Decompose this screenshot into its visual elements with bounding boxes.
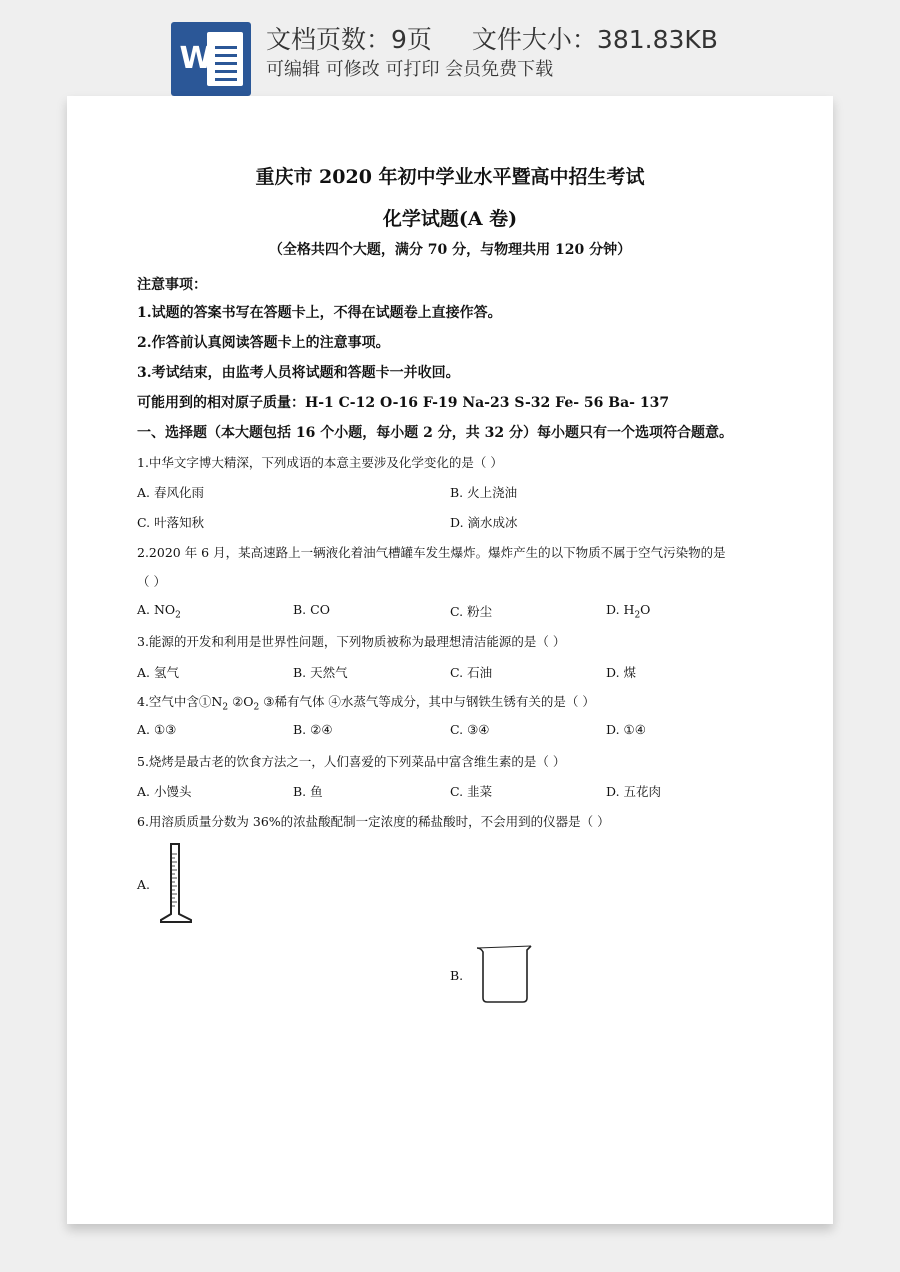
word-letter: W (179, 41, 213, 76)
option-b: B. 火上浇油 (450, 485, 518, 500)
option-d: D. 滴水成冰 (450, 515, 518, 530)
option-d: D. 五花肉 (606, 784, 662, 799)
option-a: A. 氢气 (137, 665, 179, 680)
option-b: B. 鱼 (293, 784, 323, 799)
notice-item: 1.试题的答案书写在答题卡上，不得在试题卷上直接作答。 (137, 305, 502, 321)
graduated-cylinder-icon (159, 842, 199, 926)
option-c: C. 石油 (450, 665, 493, 680)
atomic-mass-line: 可能用到的相对原子质量：H-1 C-12 O-16 F-19 Na-23 S-32 Fe- 56 Ba- 137 (137, 395, 670, 411)
question-2: 2.2020 年 6 月，某高速路上一辆液化着油气槽罐车发生爆炸。爆炸产生的以下物质不属于空气污染物的是 (137, 545, 726, 560)
beaker-icon (475, 944, 535, 1006)
option-c: C. 叶落知秋 (137, 515, 205, 530)
option-b: B. (450, 968, 464, 983)
option-c: C. 粉尘 (450, 604, 493, 619)
notice-item: 2.作答前认真阅读答题卡上的注意事项。 (137, 335, 390, 351)
option-a: A. $NO_2$ (137, 602, 181, 621)
option-a: A. ①③ (137, 722, 177, 737)
option-d: D. 煤 (606, 665, 637, 680)
option-b: B. CO (293, 602, 330, 617)
option-d: D. ①④ (606, 722, 646, 737)
exam-note: （全格共四个大题，满分 70 分，与物理共用 120 分钟） (268, 242, 632, 258)
option-a: A. (137, 877, 151, 892)
notice-item: 3.考试结束，由监考人员将试题和答题卡一并收回。 (137, 365, 460, 381)
option-b: B. ②④ (293, 722, 333, 737)
document-info-banner (0, 0, 900, 96)
section-heading: 一、选择题（本大题包括 16 个小题，每小题 2 分，共 32 分）每小题只有一个选项符合题意。 (137, 425, 733, 441)
notice-heading: 注意事项： (137, 277, 207, 293)
document-page (67, 96, 833, 1224)
question-2-paren: （ ） (137, 574, 166, 589)
option-c: C. 韭菜 (450, 784, 493, 799)
question-1: 1.中华文字博大精深，下列成语的本意主要涉及化学变化的是（ ） (137, 455, 503, 470)
question-5: 5.烧烤是最古老的饮食方法之一，人们喜爱的下列菜品中富含维生素的是（ ） (137, 754, 566, 769)
option-a: A. 小馒头 (137, 784, 192, 799)
option-a: A. 春风化雨 (137, 485, 204, 500)
file-size: 文件大小：381.83KB (471, 25, 718, 54)
file-info (266, 20, 758, 56)
exam-subtitle: 化学试题(A 卷) (382, 208, 518, 230)
option-c: C. ③④ (450, 722, 490, 737)
option-d: D. $H_2O$ (606, 602, 651, 621)
option-b: B. 天然气 (293, 665, 348, 680)
exam-title: 重庆市 2020 年初中学业水平暨高中招生考试 (255, 166, 645, 188)
question-3: 3.能源的开发和利用是世界性问题，下列物质被称为最理想清洁能源的是（ ） (137, 634, 566, 649)
word-document-icon (171, 22, 251, 96)
feature-list: 可编辑 可修改 可打印 会员免费下载 (266, 59, 554, 80)
page-count: 文档页数：9页 (266, 25, 432, 54)
question-6: 6.用溶质质量分数为 36%的浓盐酸配制一定浓度的稀盐酸时，不会用到的仪器是（ ） (137, 814, 610, 829)
question-4: 4.空气中含$①N_2$ $②O_2$ ③稀有气体 ④水蒸气等成分，其中与钢铁生锈有关的是（ ） (137, 694, 595, 713)
